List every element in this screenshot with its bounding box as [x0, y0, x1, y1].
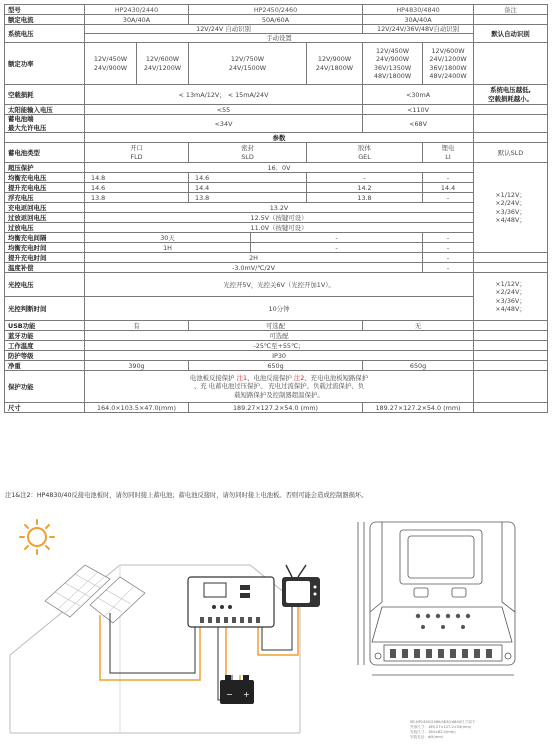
- model-1: HP2430/2440: [85, 5, 189, 15]
- row-protection: [5, 371, 548, 403]
- sun-icon: [20, 520, 54, 554]
- protection-text: 电池板反接保护 注1、电池反接保护 注2、充电电池板短路保护 、充 电蓄电池过压保护、 充电过流保护、负载过流保护、负 载短路保护及控制器超温保护。: [85, 371, 474, 403]
- label-light-control: 光控电压: [5, 273, 85, 297]
- caption-line: 安装尺寸：180×82.0(mm): [410, 730, 456, 734]
- label-weight: 净重: [5, 361, 85, 371]
- cell-empty: [474, 253, 548, 263]
- cell: -25℃至+55℃；: [85, 341, 474, 351]
- cell: -: [423, 243, 474, 253]
- row-usb: [5, 321, 548, 331]
- type-li: 锂电 LI: [423, 143, 474, 163]
- cell-empty: [474, 321, 548, 331]
- row-bluetooth: [5, 331, 548, 341]
- label-rated-current: 额定电流: [5, 15, 85, 25]
- caption-line: 安装孔径：ф5(mm): [410, 735, 444, 739]
- row-rated-power: [5, 43, 548, 85]
- label-boost-time: 提升充电时间: [5, 253, 85, 263]
- label-idle-loss: 空载损耗: [5, 85, 85, 105]
- row-boost-return: [5, 203, 548, 213]
- cell: 30A/40A: [85, 15, 189, 25]
- cell: 1H: [85, 243, 251, 253]
- cell: 12V/24V/36V/48V自动识别: [363, 25, 474, 34]
- note-idle-loss: 系统电压越低, 空载损耗越小。: [474, 85, 548, 105]
- type-sld: 密封 SLD: [189, 143, 307, 163]
- cell: 650g: [189, 361, 363, 371]
- row-over-discharge: [5, 223, 548, 233]
- cell: -: [423, 263, 474, 273]
- caption-line: 外形尺寸：189.27×127.2×54(mm): [410, 725, 472, 729]
- label-battery-type: 蓄电池类型: [5, 143, 85, 163]
- label-work-temp: 工作温度: [5, 341, 85, 351]
- cell: <55: [85, 105, 363, 115]
- row-eq-voltage: [5, 173, 548, 183]
- cell-empty: [474, 263, 548, 273]
- cell: 手动设置: [85, 34, 474, 43]
- power-1: 12V/450W 24V/900W: [85, 43, 137, 85]
- label-usb: USB功能: [5, 321, 85, 331]
- cell: 2H: [85, 253, 423, 263]
- cell-empty: [474, 43, 548, 85]
- label-over-discharge: 过放电压: [5, 223, 85, 233]
- row-idle-loss: [5, 85, 548, 105]
- power-3: 12V/750W 24V/1500W: [189, 43, 307, 85]
- label-od-return: 过放返回电压: [5, 213, 85, 223]
- label-rated-power: 额定功率: [5, 43, 85, 85]
- cell: 189.27×127.2×54.0 (mm): [189, 403, 363, 413]
- cell: <34V: [85, 115, 363, 133]
- cell: 10分钟: [85, 297, 474, 321]
- label-overvoltage: 超压保护: [5, 163, 85, 173]
- cell: 可选配: [189, 321, 363, 331]
- label-bluetooth: 蓝牙功能: [5, 331, 85, 341]
- svg-text:+: +: [243, 690, 250, 699]
- row-boost-time: [5, 253, 548, 263]
- label-float-voltage: 浮充电压: [5, 193, 85, 203]
- power-6: 12V/600W 24V/1200W 36V/1800W 48V/2400W: [423, 43, 474, 85]
- label-temp-comp: 温度补偿: [5, 263, 85, 273]
- row-od-return: [5, 213, 548, 223]
- label-eq-voltage: 均衡充电电压: [5, 173, 85, 183]
- row-ip-grade: [5, 351, 548, 361]
- label-model: 型号: [5, 5, 85, 15]
- cell: <110V: [363, 105, 474, 115]
- note-multipliers: ×1/12V； ×2/24V； ×3/36V； ×4/48V；: [474, 163, 548, 253]
- power-4: 12V/900W 24V/1800W: [307, 43, 363, 85]
- cell: 390g: [85, 361, 189, 371]
- cell: 12V/24V 自动识别: [85, 25, 363, 34]
- param-title: 参数: [85, 133, 474, 143]
- cell: 光控开5V，光控关6V（光控开加1V）。: [85, 273, 474, 297]
- row-weight: [5, 361, 548, 371]
- cell: 189.27×127.2×54.0 (mm): [363, 403, 474, 413]
- cell-empty: [474, 15, 548, 25]
- row-rated-current: [5, 15, 548, 25]
- cell: 650g: [363, 361, 474, 371]
- label-ip-grade: 防护等级: [5, 351, 85, 361]
- power-2: 12V/600W 24V/1200W: [137, 43, 189, 85]
- label-boost-voltage: 提升充电电压: [5, 183, 85, 193]
- label-eq-interval: 均衡充电间隔: [5, 233, 85, 243]
- footnote: 注1&注2：HP4830/40反接电池板时，请勿同时接上蓄电池；蓄电池反接时，请勿同时接上电池板。否则可能会造成控制器损坏。: [5, 492, 368, 499]
- caption-line: SR-HP2450/2460/4830/4840尺寸如下：: [410, 720, 479, 724]
- cell: 30天: [85, 233, 251, 243]
- row-eq-time: [5, 243, 548, 253]
- label-system-voltage: 系统电压: [5, 25, 85, 43]
- cell: <30mA: [363, 85, 474, 105]
- cell: 14.6: [189, 173, 307, 183]
- cell: -: [251, 233, 423, 243]
- label-solar-input: 太阳能输入电压: [5, 105, 85, 115]
- cell: 11.0V（按键可设）: [85, 223, 474, 233]
- model-2: HP2450/2460: [189, 5, 363, 15]
- row-param-title: [5, 133, 548, 143]
- cell-empty: [474, 371, 548, 403]
- cell: -: [251, 243, 423, 253]
- cell: -: [307, 173, 423, 183]
- cell: 14.4: [189, 183, 307, 193]
- label-battery-max: 蓄电池端 最大允许电压: [5, 115, 85, 133]
- note-multipliers-2: ×1/12V； ×2/24V； ×3/36V； ×4/48V；: [474, 273, 548, 321]
- cell: 50A/60A: [189, 15, 363, 25]
- cell-empty: [474, 361, 548, 371]
- cell: 14.2: [307, 183, 423, 193]
- svg-text:−: −: [226, 690, 233, 699]
- power-5: 12V/450W 24V/900W 36V/1350W 48V/1800W: [363, 43, 423, 85]
- cell: 可选配: [85, 331, 474, 341]
- row-size: [5, 403, 548, 413]
- label-light-delay: 光控判断时间: [5, 297, 85, 321]
- cell: 30A/40A: [363, 15, 474, 25]
- cell: 14.8: [85, 173, 189, 183]
- type-gel: 胶体 GEL: [307, 143, 423, 163]
- cell: IP30: [85, 351, 474, 361]
- cell: 14.4: [423, 183, 474, 193]
- cell: 13.8: [189, 193, 307, 203]
- cell: 13.2V: [85, 203, 474, 213]
- cell-empty: [474, 351, 548, 361]
- label-eq-time: 均衡充电时间: [5, 243, 85, 253]
- wiring-diagram: [0, 505, 345, 744]
- cell: 16．0V: [85, 163, 474, 173]
- model-3: HP4830/4840: [363, 5, 474, 15]
- controller-icon: [188, 577, 274, 627]
- cell: 无: [363, 321, 474, 331]
- cell: 164.0×103.5×47.0(mm): [85, 403, 189, 413]
- cell: 12.5V（按键可设）: [85, 213, 474, 223]
- cell-empty: [5, 133, 85, 143]
- cell: -3.0mV/℃/2V: [85, 263, 423, 273]
- label-protection: 保护功能: [5, 371, 85, 403]
- cell: 13.8: [85, 193, 189, 203]
- cell-empty: [474, 105, 548, 115]
- cell: -: [423, 173, 474, 183]
- battery-icon: [220, 675, 254, 704]
- drawing-caption: [410, 720, 479, 740]
- cell: -: [423, 233, 474, 243]
- cell: <68V: [363, 115, 474, 133]
- tv-icon: [282, 565, 320, 607]
- row-solar-input: [5, 105, 548, 115]
- cell-empty: [474, 341, 548, 351]
- row-battery-type: [5, 143, 548, 163]
- note-battery-type: 默认SLD: [474, 143, 548, 163]
- row-float-voltage: [5, 193, 548, 203]
- cell: < 13mA/12V； < 15mA/24V: [85, 85, 363, 105]
- row-light-control: [5, 273, 548, 297]
- cell: 有: [85, 321, 189, 331]
- cell: 14.6: [85, 183, 189, 193]
- label-boost-return: 充电返回电压: [5, 203, 85, 213]
- row-light-delay: [5, 297, 548, 321]
- spec-table: [4, 4, 548, 413]
- dimension-drawing: [352, 512, 532, 692]
- row-temp-comp: [5, 263, 548, 273]
- label-size: 尺寸: [5, 403, 85, 413]
- type-fld: 开口 FLD: [85, 143, 189, 163]
- row-eq-interval: [5, 233, 548, 243]
- cell: -: [423, 193, 474, 203]
- row-boost-voltage: [5, 183, 548, 193]
- cell: -: [423, 253, 474, 263]
- cell-empty: [474, 133, 548, 143]
- cell: 13.8: [307, 193, 423, 203]
- row-system-voltage: [5, 25, 548, 34]
- row-work-temp: [5, 341, 548, 351]
- row-overvoltage: [5, 163, 548, 173]
- row-battery-max: [5, 115, 548, 133]
- cell-empty: [474, 331, 548, 341]
- note-header: 备注: [474, 5, 548, 15]
- row-model: [5, 5, 548, 15]
- note-system-voltage: 默认自动识别: [474, 25, 548, 43]
- cell-empty: [474, 403, 548, 413]
- cell-empty: [474, 115, 548, 133]
